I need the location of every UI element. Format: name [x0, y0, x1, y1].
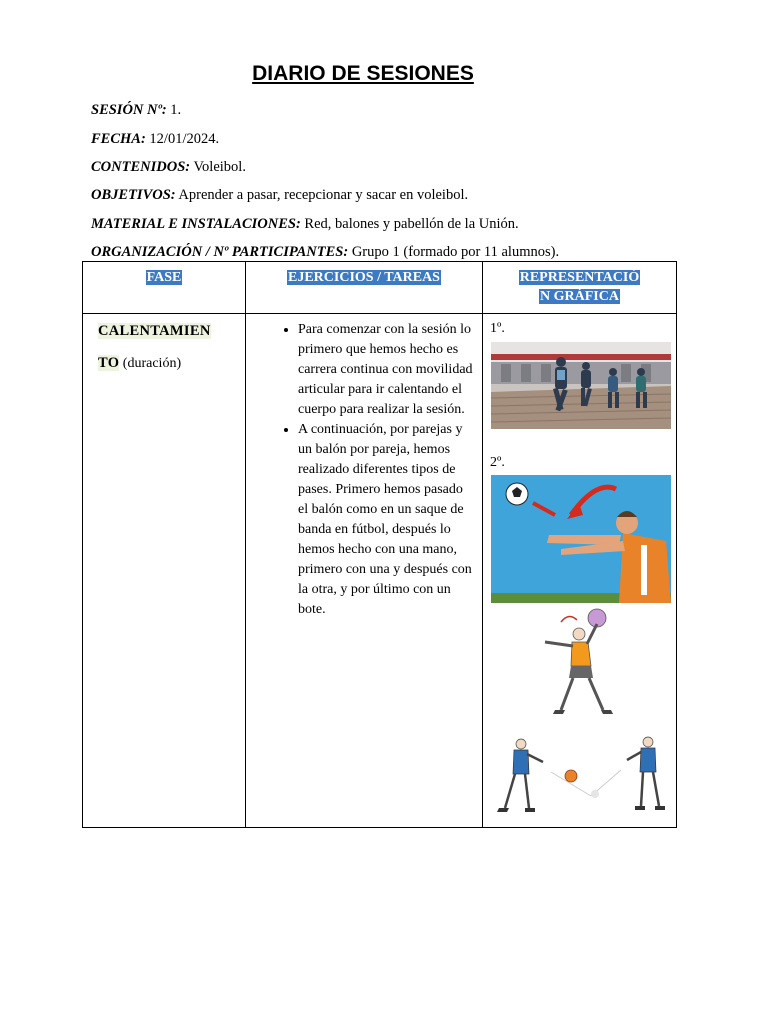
- header-representacion-line2: N GRÁFICA: [540, 289, 619, 304]
- meta-value: Aprender a pasar, recepcionar y sacar en voleibol.: [175, 187, 469, 203]
- soccer-throw-in-illustration: [491, 475, 671, 603]
- meta-fecha: [91, 131, 219, 148]
- header-fase-cell: [83, 262, 246, 314]
- meta-contenidos: [91, 159, 246, 176]
- meta-value: 12/01/2024.: [145, 131, 220, 147]
- meta-label: CONTENIDOS:: [91, 159, 191, 175]
- list-item: • Para comenzar con la sesión lo primero que hemos hecho es carrera continua con movilidad articular para ir calentando el cuerpo para realizar la sesión.: [298, 320, 476, 420]
- meta-label: SESIÓN Nº:: [91, 102, 167, 118]
- fase-label-line1: CALENTAMIEN: [98, 323, 211, 339]
- task-list: [246, 314, 482, 620]
- fase-cell: [83, 314, 246, 828]
- group-running-photo: [491, 342, 671, 429]
- fase-duracion: (duración): [119, 356, 182, 371]
- header-ejercicios: EJERCICIOS / TAREAS: [288, 270, 440, 285]
- meta-value: 1.: [166, 102, 182, 118]
- bounce-pass-illustration: [491, 736, 671, 818]
- meta-value: Grupo 1 (formado por 11 alumnos).: [348, 244, 560, 260]
- meta-sesion: [91, 102, 181, 119]
- meta-label: MATERIAL E INSTALACIONES:: [91, 216, 301, 232]
- meta-label: ORGANIZACIÓN / Nº PARTICIPANTES:: [91, 244, 349, 260]
- step-label-1: 1º.: [490, 321, 505, 336]
- list-item: • A continuación, por parejas y un balón por pareja, hemos realizado diferentes tipos de pases. Primero hemos pasado el balón como en un saque de banda en fútbol, después lo hemos hecho con una mano, primero con una y después con la otra, y por último con un bote.: [298, 420, 476, 620]
- header-ejercicios-cell: [246, 262, 483, 314]
- tasks-cell: [246, 314, 483, 828]
- one-hand-pass-illustration: [541, 608, 631, 726]
- fase-label-line2: TO: [98, 355, 120, 371]
- meta-organizacion: [91, 244, 559, 261]
- meta-material: [91, 216, 519, 233]
- meta-objetivos: [91, 187, 468, 204]
- table-header-row: [83, 262, 677, 314]
- table-row: [83, 314, 677, 828]
- meta-value: Voleibol.: [190, 159, 246, 175]
- header-representacion-line1: REPRESENTACIÓ: [519, 270, 640, 285]
- representation-cell: [483, 314, 677, 828]
- header-representacion-cell: [483, 262, 677, 314]
- meta-label: FECHA:: [91, 131, 146, 147]
- page-title: DIARIO DE SESIONES: [252, 62, 474, 85]
- session-table: [82, 261, 677, 828]
- meta-label: OBJETIVOS:: [91, 187, 176, 203]
- step-label-2: 2º.: [490, 455, 505, 470]
- header-fase: FASE: [146, 270, 182, 285]
- meta-value: Red, balones y pabellón de la Unión.: [300, 216, 519, 232]
